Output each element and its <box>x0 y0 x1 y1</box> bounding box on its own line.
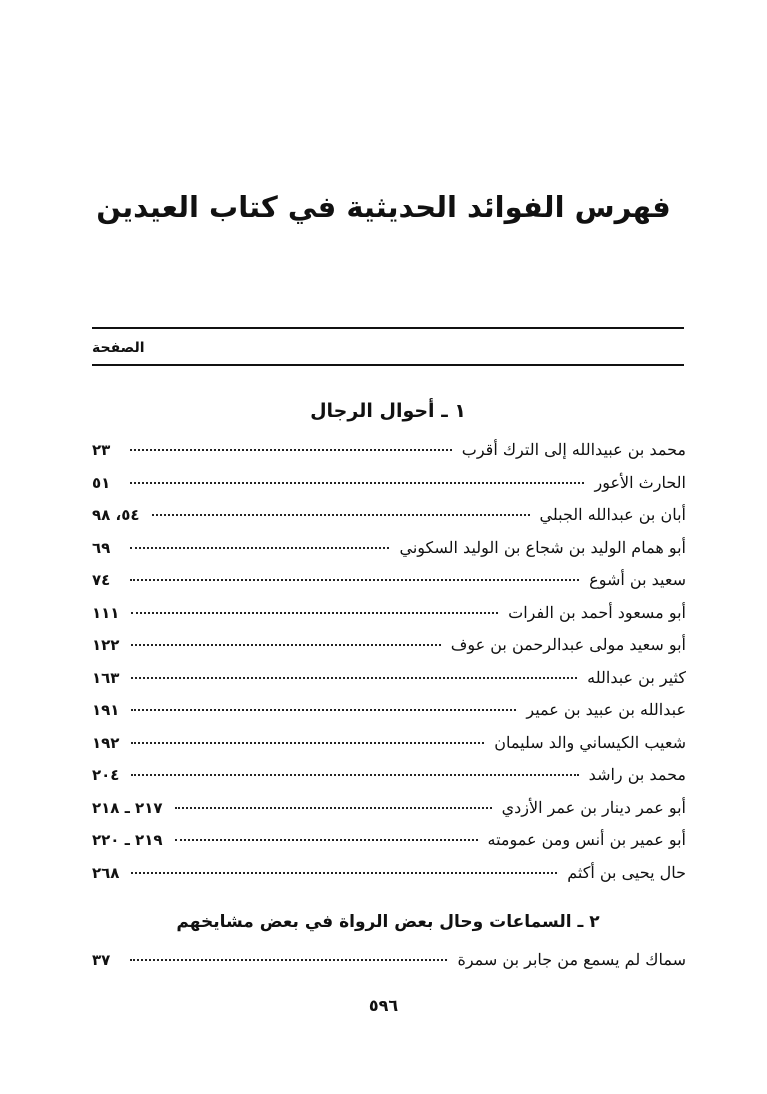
index-entry <box>92 538 686 571</box>
entry-pages: ١٩٢ <box>92 733 120 752</box>
entry-name: محمد بن عبيدالله إلى الترك أقرب <box>461 440 686 459</box>
dot-leader <box>130 579 579 581</box>
index-entry <box>92 570 686 603</box>
index-entries-list <box>92 440 686 895</box>
entry-pages: ٢١٧ ـ ٢١٨ <box>92 798 163 817</box>
index-entry <box>92 700 686 733</box>
dot-leader <box>130 959 447 961</box>
dot-leader <box>131 774 578 776</box>
header-top-rule <box>92 327 684 329</box>
entry-pages: ١٦٣ <box>92 668 120 687</box>
index-entry <box>92 668 686 701</box>
entry-name: كثير بن عبدالله <box>587 667 686 687</box>
dot-leader <box>152 514 530 516</box>
entry-pages: ١٩١ <box>92 701 120 719</box>
entry-name: أبو عمر دينار بن عمر الأزدي <box>501 797 686 817</box>
entry-pages: ١١١ <box>92 603 120 622</box>
index-entries-list <box>92 950 686 983</box>
index-entry <box>92 765 686 798</box>
section-heading: ٢ ـ السماعات وحال بعض الرواة في بعض مشايخهم <box>176 912 600 932</box>
entry-name: محمد بن راشد <box>588 765 686 784</box>
entry-name: أبان بن عبدالله الجبلي <box>539 505 686 524</box>
page-number: ٥٩٦ <box>368 996 399 1015</box>
entry-pages: ٥٤، ٩٨ <box>92 506 140 524</box>
dot-leader <box>130 449 452 451</box>
entry-pages: ٢٣ <box>92 441 111 459</box>
entry-name: سعيد بن أشوع <box>589 570 686 589</box>
entry-pages: ٢٦٨ <box>92 863 120 882</box>
entry-pages: ٢٠٤ <box>92 766 120 784</box>
index-entry <box>92 863 686 896</box>
index-entry <box>92 798 686 831</box>
dot-leader <box>130 482 584 484</box>
dot-leader <box>131 742 484 744</box>
entry-pages: ٧٤ <box>92 571 111 589</box>
entry-name: الحارث الأعور <box>594 472 686 492</box>
index-entry <box>92 603 686 636</box>
entry-pages: ٢١٩ ـ ٢٢٠ <box>92 831 163 849</box>
entry-name: سماك لم يسمع من جابر بن سمرة <box>457 950 686 969</box>
page-column-header: الصفحة <box>92 340 145 356</box>
entry-name: شعيب الكيساني والد سليمان <box>494 732 686 752</box>
index-entry <box>92 473 686 506</box>
entry-pages: ٣٧ <box>92 951 111 969</box>
dot-leader <box>130 547 389 549</box>
entry-pages: ١٢٢ <box>92 636 120 654</box>
dot-leader <box>131 612 498 614</box>
page-title: فهرس الفوائد الحديثية في كتاب العيدين <box>96 190 671 224</box>
dot-leader <box>175 807 492 809</box>
dot-leader <box>131 872 557 874</box>
dot-leader <box>131 709 516 711</box>
entry-name: أبو عمير بن أنس ومن عمومته <box>487 830 686 849</box>
entry-pages: ٥١ <box>92 473 111 492</box>
header-bottom-rule <box>92 364 684 366</box>
entry-name: أبو همام الوليد بن شجاع بن الوليد السكوني <box>399 537 686 557</box>
index-entry <box>92 830 686 863</box>
entry-name: عبدالله بن عبيد بن عمير <box>526 700 686 719</box>
index-entry <box>92 950 686 983</box>
dot-leader <box>131 677 577 679</box>
index-entry <box>92 505 686 538</box>
dot-leader <box>131 644 440 646</box>
dot-leader <box>175 839 478 841</box>
index-entry <box>92 635 686 668</box>
index-entry <box>92 733 686 766</box>
entry-name: أبو سعيد مولى عبدالرحمن بن عوف <box>450 635 686 654</box>
entry-pages: ٦٩ <box>92 538 111 557</box>
entry-name: حال يحيى بن أكثم <box>567 862 686 882</box>
index-entry <box>92 440 686 473</box>
entry-name: أبو مسعود أحمد بن الفرات <box>508 602 686 622</box>
section-heading: ١ ـ أحوال الرجال <box>310 400 466 422</box>
